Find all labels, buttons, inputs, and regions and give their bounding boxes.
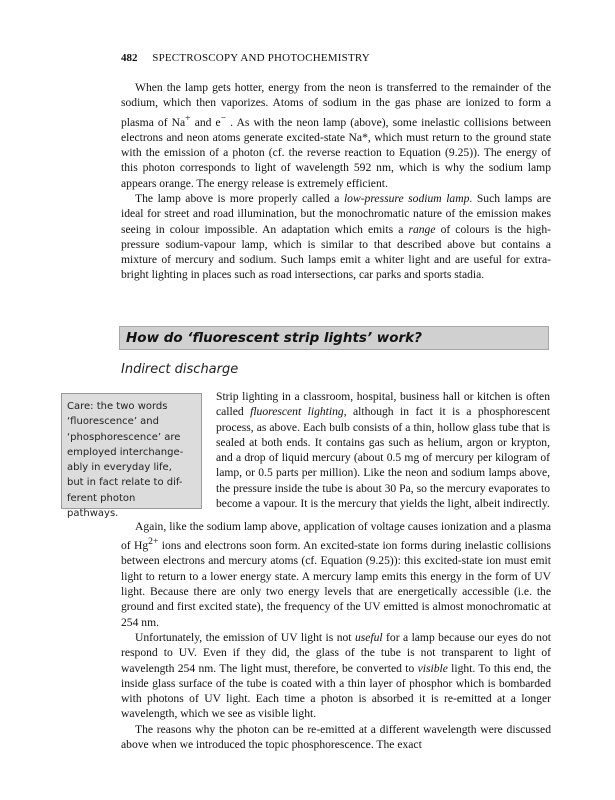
- margin-note-line: ‘fluorescence’ and: [67, 416, 159, 428]
- paragraph: The lamp above is more properly called a low-pressure sodium lamp. Such lamps are ideal for street and road illumination, but the monochromatic nature of the emission makes seeing in colour impossible. An adaptation which emits a range of colours is the high-pressure sodium-vapour lamp, which is similar to that described above but contains a mixture of mercury and sodium. Such lamps emit a whiter light and are useful for extra-bright lighting in places such as road intersections, car parks and sports stadia.: [121, 191, 551, 282]
- paragraph: Unfortunately, the emission of UV light is not useful for a lamp because our eyes do not respond to UV. Even if they did, the glass of the tube is not transparent to light of wavelength 254 nm. The light must, therefore, be converted to visible light. To this end, the inside glass surface of the tube is coated with a thin layer of phosphor which is bombarded with photons of UV light. Each time a photon is absorbed it is re-emitted at a longer wavelength, which we see as visible light.: [121, 630, 551, 721]
- main-text: [121, 519, 551, 752]
- margin-note-box: [61, 393, 202, 520]
- page-number: 482: [121, 52, 138, 64]
- margin-note-line: employed interchange-: [67, 446, 184, 458]
- section-heading-bar: [119, 326, 549, 350]
- running-head: [121, 52, 370, 64]
- margin-note-line: pathways.: [67, 508, 119, 520]
- subsection-heading: Indirect discharge: [121, 362, 239, 377]
- intro-text: [121, 80, 551, 283]
- margin-note-line: Care: the two words: [67, 401, 168, 412]
- section-heading: How do ‘fluorescent strip lights’ work?: [126, 330, 422, 346]
- margin-note-line: ‘phosphorescence’ are: [67, 431, 181, 443]
- paragraph: Strip lighting in a classroom, hospital, business hall or kitchen is often called fluorescent lighting, although in fact it is a phosphorescent process, as above. Each bulb consists of a thin, hollow glass tube that is sealed at both ends. It contains gas such as helium, argon or krypton, and a drop of liquid mercury (about 0.5 mg of mercury per kilogram of lamp, or 0.5 parts per million). Like the neon and sodium lamps above, the pressure inside the tube is about 30 Pa, so the mercury evaporates to become a vapour. It is the mercury that yields the light, albeit indirectly.: [216, 390, 550, 511]
- paragraph: When the lamp gets hotter, energy from the neon is transferred to the remainder of the sodium, which then vaporizes. Atoms of sodium in the gas phase are ionized to form a plasma of Na+ and e− . As with the neon lamp (above), some inelastic collisions between electrons and neon atoms generate excited-state Na*, which must return to the ground state with the emission of a photon (cf. the reverse reaction to Equation (9.25)). The energy of this photon corresponds to light of wavelength 592 nm, which is why the sodium lamp appears orange. The energy release is extremely efficient.: [121, 81, 551, 190]
- side-text: [216, 389, 550, 511]
- margin-note-line: ably in everyday life,: [67, 462, 172, 474]
- margin-note-line: but in fact relate to dif-: [67, 477, 183, 489]
- paragraph: The reasons why the photon can be re-emitted at a different wavelength were discussed above when we introduced the topic phosphorescence. The exact: [121, 722, 551, 752]
- margin-note-line: ferent photon: [67, 492, 136, 504]
- paragraph: Again, like the sodium lamp above, application of voltage causes ionization and a plasma of $Hg^{2+}$ ions and electrons soon form. An excited-state ion forms during inelastic collisions between electrons and mercury atoms (cf. Equation (9.25)): this excited-state ion must emit light to return to a lower energy state. A mercury lamp emits this energy in the form of UV light. Because there are only two energy levels that are energetically accessible (i.e. the ground and first excited state), the frequency of the UV emitted is almost monochromatic at 254 nm.: [121, 520, 551, 629]
- running-title: SPECTROSCOPY AND PHOTOCHEMISTRY: [152, 52, 370, 64]
